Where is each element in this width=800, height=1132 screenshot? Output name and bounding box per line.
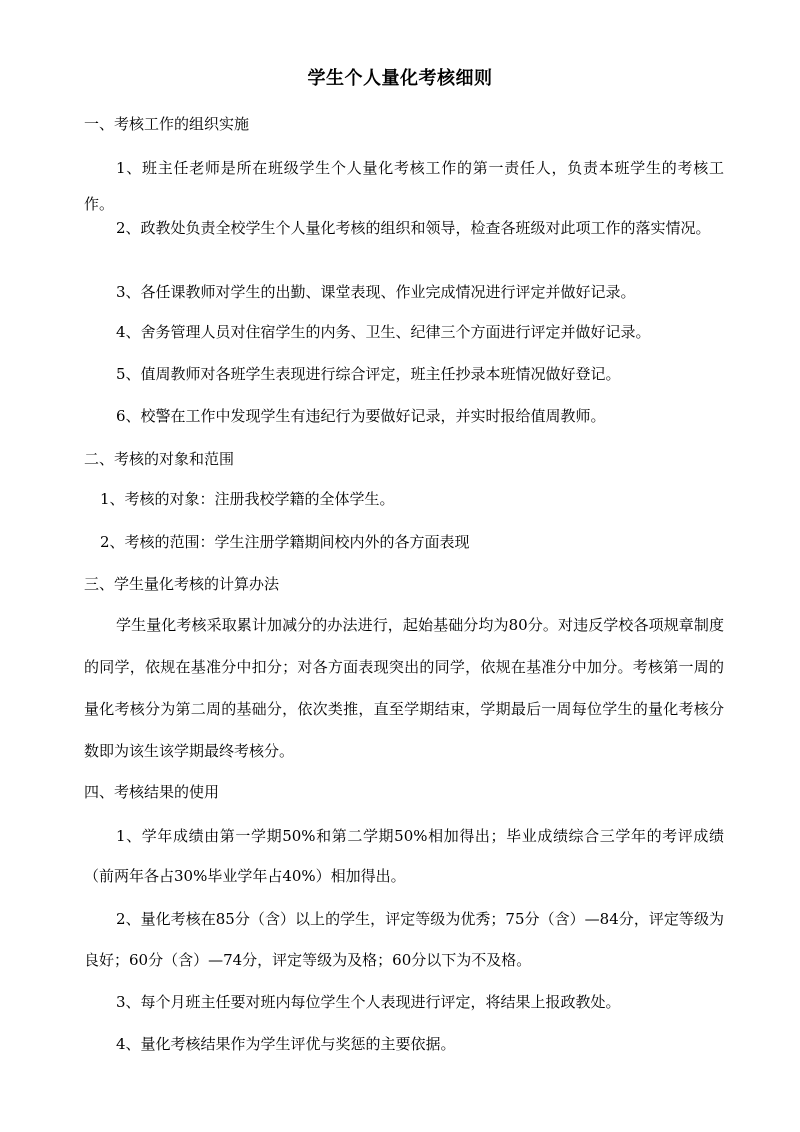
- section3-paragraph: 学生量化考核采取累计加减分的办法进行，起始基础分均为80分。对违反学校各项规章制度的同学，依规在基准分中扣分；对各方面表现突出的同学，依规在基准分中加分。考核第一周的量化考核分为第二周的基础分，依次类推，直至学期结束，学期最后一周每位学生的量化考核分数即为该生该学期最终考核分。: [84, 616, 724, 760]
- section1-item-5: 5、值周教师对各班学生表现进行综合评定，班主任抄录本班情况做好登记。: [116, 365, 621, 383]
- section4-item-2: 2、量化考核在85分（含）以上的学生，评定等级为优秀；75分（含）—84分，评定等级为良好；60分（含）—74分，评定等级为及格；60分以下为不及格。: [84, 910, 724, 969]
- section4-item-3: 3、每个月班主任要对班内每位学生个人表现进行评定，将结果上报政教处。: [116, 993, 621, 1011]
- section-heading-organization: 一、考核工作的组织实施: [84, 115, 250, 133]
- section2-item-2: 2、考核的范围：学生注册学籍期间校内外的各方面表现: [100, 533, 470, 551]
- section1-item-6: 6、校警在工作中发现学生有违纪行为要做好记录，并实时报给值周教师。: [116, 407, 606, 425]
- document-title: 学生个人量化考核细则: [307, 68, 493, 89]
- section1-item-4: 4、舍务管理人员对住宿学生的内务、卫生、纪律三个方面进行评定并做好记录。: [116, 323, 651, 341]
- section1-item-2: 2、政教处负责全校学生个人量化考核的组织和领导，检查各班级对此项工作的落实情况。: [116, 219, 711, 237]
- section-heading-results: 四、考核结果的使用: [84, 783, 220, 801]
- section4-item-1: 1、学年成绩由第一学期50%和第二学期50%相加得出；毕业成绩综合三学年的考评成绩（前两年各占30%毕业学年占40%）相加得出。: [84, 827, 724, 885]
- section2-item-1: 1、考核的对象：注册我校学籍的全体学生。: [100, 490, 395, 508]
- section1-item-3: 3、各任课教师对学生的出勤、课堂表现、作业完成情况进行评定并做好记录。: [116, 283, 636, 301]
- section-heading-scope: 二、考核的对象和范围: [84, 450, 235, 468]
- section1-item-1: 1、班主任老师是所在班级学生个人量化考核工作的第一责任人，负责本班学生的考核工作。: [84, 159, 724, 213]
- section-heading-calculation: 三、学生量化考核的计算办法: [84, 575, 280, 593]
- section4-item-4: 4、量化考核结果作为学生评优与奖惩的主要依据。: [116, 1035, 456, 1053]
